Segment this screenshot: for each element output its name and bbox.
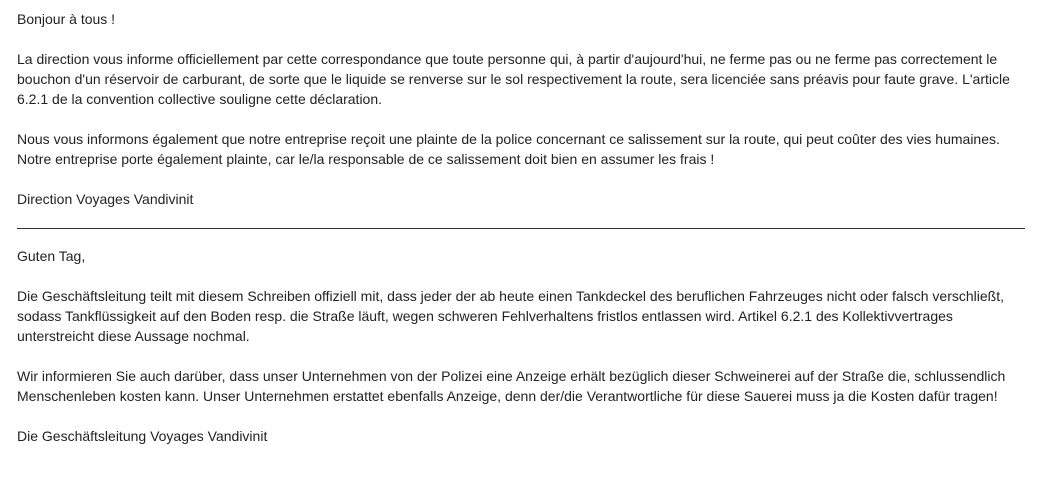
german-greeting: Guten Tag, — [17, 248, 86, 264]
spacer — [17, 29, 1025, 49]
spacer — [17, 346, 1025, 366]
spacer — [17, 169, 1025, 189]
spacer — [17, 266, 1025, 286]
french-signature: Direction Voyages Vandivinit — [17, 191, 194, 207]
german-message — [17, 246, 1025, 446]
language-divider — [17, 228, 1025, 229]
french-paragraph-2: Nous vous informons également que notre entreprise reçoit une plainte de la police concernant ce salissement sur la route, qui peut coûter des vies humaines. Notre entreprise porte également plainte, car le/la responsable de ce salissement doit bien en assumer les frais ! — [17, 131, 1000, 167]
french-greeting: Bonjour à tous ! — [17, 11, 116, 27]
french-message — [17, 9, 1025, 209]
french-paragraph-1: La direction vous informe officiellement par cette correspondance que toute personne qui, à partir d'aujourd'hui, ne ferme pas ou ne ferme pas correctement le bouchon d'un réservoir de carburant, de sorte que le liquide se renverse sur le sol respectivement la route, sera licenciée sans préavis pour faute grave. L'article 6.2.1 de la convention collective souligne cette déclaration. — [17, 51, 1010, 107]
german-paragraph-1: Die Geschäftsleitung teilt mit diesem Schreiben offiziell mit, dass jeder der ab heute einen Tankdeckel des beruflichen Fahrzeuges nicht oder falsch verschließt, sodass Tankflüssigkeit auf den Boden resp. die Straße läuft, wegen schweren Fehlverhaltens fristlos entlassen wird. Artikel 6.2.1 des Kollektivvertrages unterstreicht diese Aussage nochmal. — [17, 288, 1004, 344]
spacer — [17, 406, 1025, 426]
german-paragraph-2: Wir informieren Sie auch darüber, dass unser Unternehmen von der Polizei eine Anzeige erhält bezüglich dieser Schweinerei auf der Straße die, schlussendlich Menschenleben kosten kann. Unser Unternehmen erstattet ebenfalls Anzeige, denn der/die Verantwortliche für diese Sauerei muss ja die Kosten dafür tragen! — [17, 368, 1006, 404]
german-signature: Die Geschäftsleitung Voyages Vandivinit — [17, 428, 268, 444]
spacer — [17, 109, 1025, 129]
